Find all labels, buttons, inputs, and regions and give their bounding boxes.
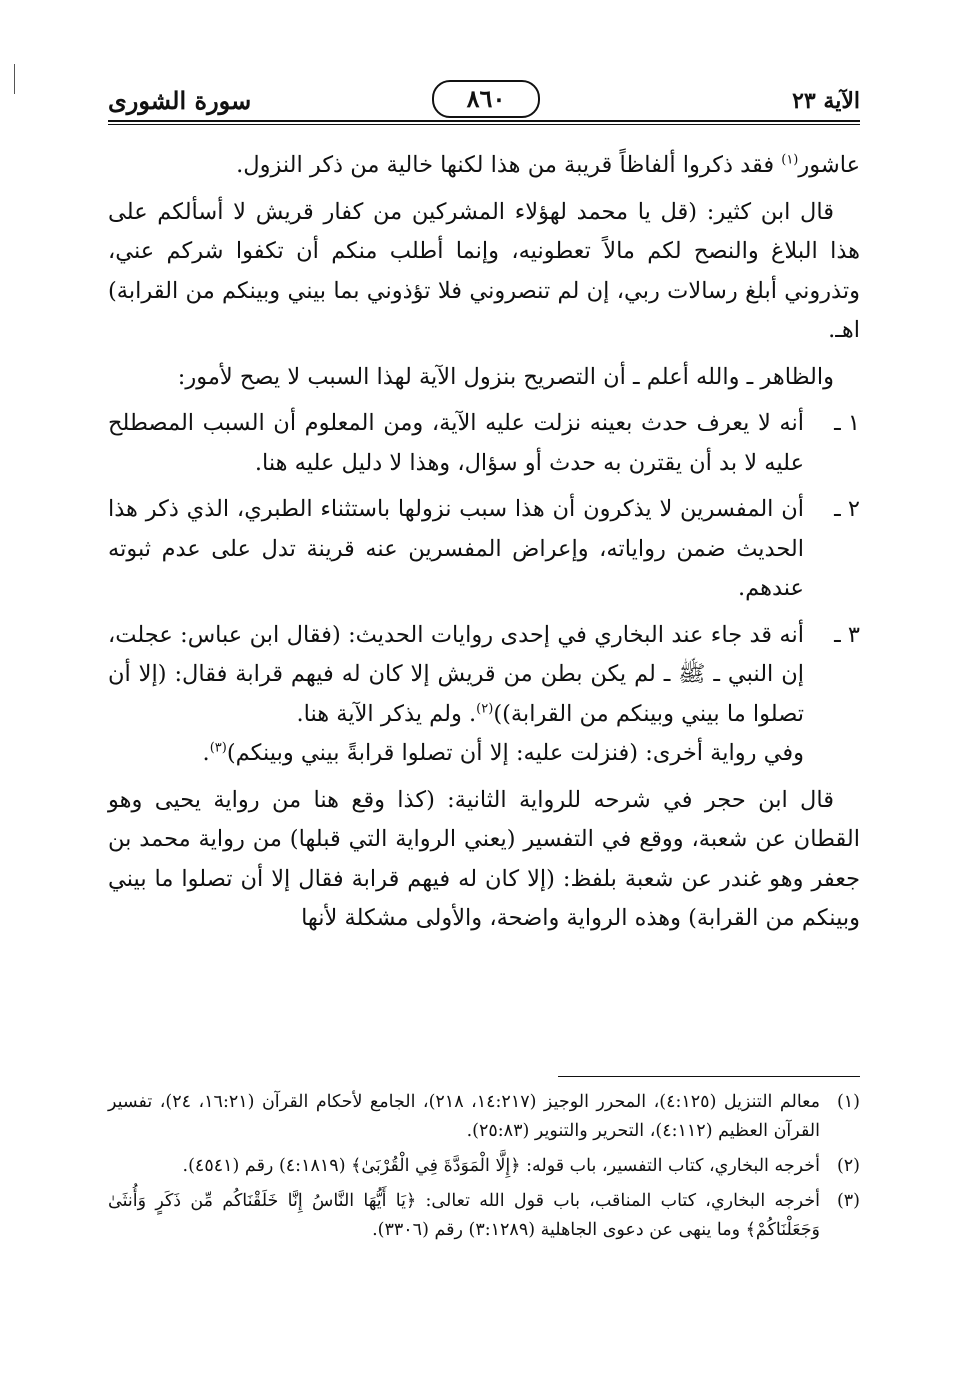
- footnote-ref-3: (٣): [209, 740, 227, 756]
- footnote-number: (٣): [836, 1191, 860, 1211]
- list-item-text: [108, 616, 804, 735]
- footnote-number: (١): [836, 1092, 860, 1112]
- footnote-3: [108, 1187, 860, 1245]
- main-text: [108, 146, 860, 946]
- paragraph-ibn-hajar: قال ابن حجر في شرحه للرواية الثانية: (كذا وقع هنا من رواية يحيى وهو القطان عن شعبة، ووقع في التفسير (يعني الرواية التي قبلها) من رواية محمد بن جعفر وهو غندر عن شعبة بلفظ: (إلا كان له فيهم قرابة فقال إلا أن تصلوا ما بيني وبينكم من القرابة) وهذه الرواية واضحة، والأولى مشكلة لأنها: [108, 786, 860, 931]
- paragraph-1-start: عاشور: [798, 152, 860, 178]
- other-narration: وفي رواية أخرى: (فنزلت عليه: إلا أن تصلوا قرابةً بيني وبينكم): [226, 740, 804, 766]
- footnote-text: معالم التنزيل (٤:١٢٥)، المحرر الوجيز (١٤:٢١٧، ٢١٨)، الجامع لأحكام القرآن (١٦:٢١، ٢٤)، تفسير القرآن العظيم (٤:١١٢)، التحرير والتنوير (٢٥:٨٣).: [108, 1092, 820, 1141]
- paragraph-1: [108, 146, 860, 186]
- page-number: ٨٦٠: [432, 80, 540, 118]
- list-item-3: [108, 616, 860, 735]
- paragraph-ibn-kathir: قال ابن كثير: (قل يا محمد لهؤلاء المشركين من كفار قريش لا أسألكم على هذا البلاغ والنصح لكم مالاً تعطونيه، وإنما أطلب منكم أن تكفوا شركم عني، وتذروني أبلغ رسالات ربي، إن لم تنصروني فلا تؤذوني بما بيني وبينكم من القرابة) اهـ.: [108, 198, 860, 343]
- margin-mark: [14, 64, 15, 94]
- list-item-text: أنه لا يعرف حدث بعينه نزلت عليه الآية، ومن المعلوم أن السبب المصطلح عليه لا بد أن يقترن به حدث أو سؤال، وهذا لا دليل عليه هنا.: [108, 410, 804, 476]
- list-item-3-continuation: [108, 734, 804, 774]
- list-number: ٢ ـ: [834, 496, 860, 522]
- footnote-ref-2: (٢): [476, 701, 494, 716]
- footnote-1: [108, 1088, 860, 1146]
- footnote-ref-1: (١): [781, 152, 799, 168]
- paragraph-conclusion: والظاهر ـ والله أعلم ـ أن التصريح بنزول الآية لهذا السبب لا يصح لأمور:: [177, 363, 834, 390]
- list-item-3-main: أنه قد جاء عند البخاري في إحدى روايات الحديث: (فقال ابن عباس: عجلت، إن النبي ـ ﷺ ـ لم يكن بطن من قريش إلا كان له فيهم قرابة فقال: (إلا أن تصلوا ما بيني وبينكم من القرابة)): [108, 621, 804, 727]
- list-number: ١ ـ: [834, 410, 860, 436]
- header-rule: [108, 120, 860, 122]
- footnote-separator: [558, 1076, 860, 1077]
- list-number: ٣ ـ: [834, 621, 860, 648]
- footnote-text: أخرجه البخاري، كتاب المناقب، باب قول الله تعالى: ﴿يَا أَيُّهَا النَّاسُ إِنَّا خَلَقْنَاكُم مِّن ذَكَرٍ وَأُنثَىٰ وَجَعَلْنَاكُمْ﴾ وما ينهى عن دعوى الجاهلية (٣:١٢٨٩) رقم (٣٣٠٦).: [108, 1191, 820, 1240]
- paragraph-1-rest: فقد ذكروا ألفاظاً قريبة من هذا لكنها خالية من ذكر النزول.: [236, 152, 782, 178]
- page-header: [108, 80, 860, 124]
- list-item-3-rest: . ولم يذكر الآية هنا.: [296, 700, 477, 727]
- footnotes: [108, 1088, 860, 1251]
- list-item-1: [108, 404, 860, 483]
- footnote-2: [108, 1152, 860, 1181]
- footnote-text: أخرجه البخاري، كتاب التفسير، باب قوله: ﴿إِلَّا الْمَوَدَّةَ فِي الْقُرْبَىٰ﴾ (٤:١٨١٩) رقم (٤٥٤١).: [182, 1156, 820, 1176]
- verse-label: الآية ٢٣: [792, 88, 860, 114]
- other-narration-end: .: [202, 740, 210, 766]
- header-rule-thin: [108, 124, 860, 125]
- footnote-number: (٢): [836, 1156, 860, 1176]
- list-item-text: أن المفسرين لا يذكرون أن هذا سبب نزولها باستثناء الطبري، الذي ذكر هذا الحديث ضمن رواياته، وإعراض المفسرين عنه قرينة تدل على عدم ثبوته عندهم.: [108, 496, 804, 601]
- surah-title: سورة الشورى: [108, 86, 252, 115]
- list-item-2: [108, 490, 860, 609]
